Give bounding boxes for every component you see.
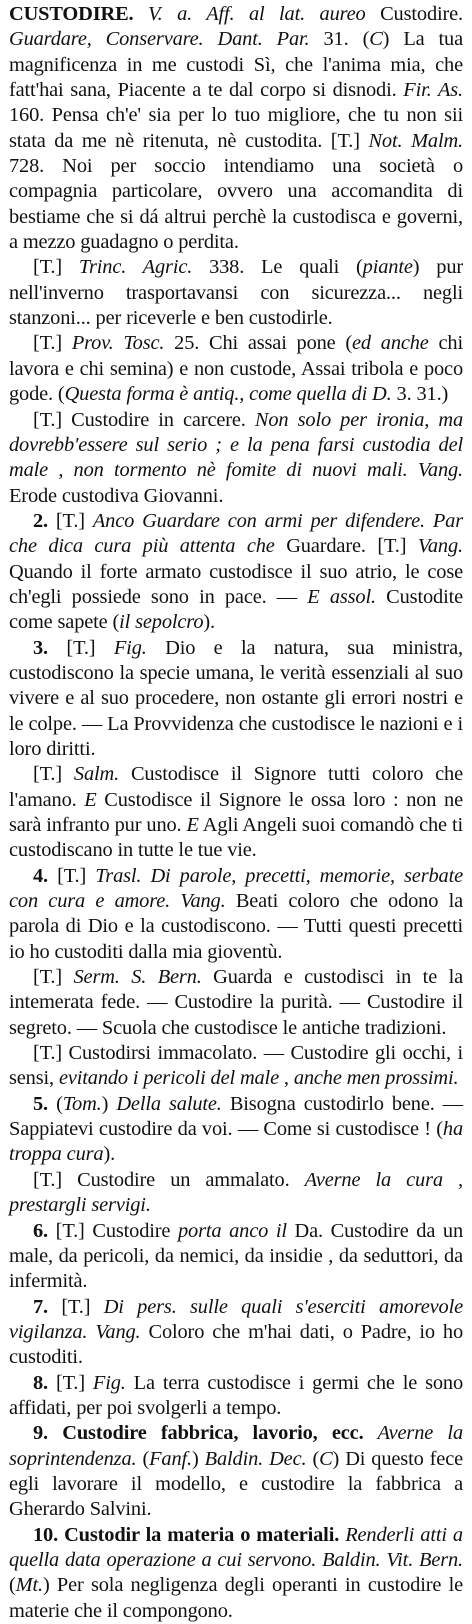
text-run: ( (9, 1574, 16, 1597)
italic-run: Trasl. Di parole, precetti, memorie, serbate con cura e amore. Vang. (9, 864, 463, 913)
italic-run: Trinc. Agric. (78, 256, 193, 279)
italic-run: porta anco il (178, 1219, 287, 1242)
text-run: ( (136, 1447, 150, 1470)
sense-marker: 3. (33, 636, 48, 659)
entry-paragraph (9, 255, 463, 331)
entry-paragraph (9, 2, 463, 255)
italic-run: Baldin. Dec. (204, 1447, 307, 1470)
italic-run: Vang. (417, 535, 463, 558)
text-run: Guarda e custodisci in te la intemerata fede. — Custodire la purità. — Custodire il segreto. — Scuola che custodisce le antiche tradizioni. (9, 966, 463, 1039)
text-run: ). (103, 1143, 116, 1166)
text-run: [T.] (48, 509, 93, 532)
text-run: ) pur nell'inverno trasportavansi con sicurezza... negli stanzoni... per riceverle e ben custodirle. (9, 256, 464, 330)
italic-run: Tom. (62, 1092, 102, 1115)
text-run: Coloro che m'hai dati, o Padre, io ho custoditi. (9, 1320, 464, 1369)
sense-marker: 10. Custodir la materia o materiali. (33, 1523, 340, 1546)
text-run: 31. ( (309, 28, 370, 51)
text-run: chi lavora e chi semina) e non custode, Assai tribola e poco gode. ( (9, 332, 463, 406)
text-run: [T.] Custodire un ammalato. (33, 1168, 305, 1191)
text-run: Custodisce il Signore tutti coloro che l'amano. (9, 763, 463, 811)
text-run: [T.] (33, 256, 79, 279)
text-run: [T.] (48, 636, 114, 659)
italic-run: V. a. Aff. al lat. aureo (133, 3, 381, 25)
text-run: [T.] (33, 332, 72, 355)
text-run: ( (48, 1092, 63, 1115)
text-run: ) Per sola negligenza degli operanti in custodire le materie che il compongono. (9, 1574, 463, 1622)
sense-marker: CUSTODIRE. (9, 3, 134, 25)
sense-marker: 9. Custodire fabbrica, lavorio, ecc. (33, 1422, 364, 1445)
sense-marker: 5. (33, 1092, 48, 1115)
sense-marker: 2. (33, 509, 48, 532)
italic-run: Averne la soprintendenza. (9, 1422, 463, 1470)
italic-run: Di pers. sulle quali s'eserciti amorevole vigilanza. Vang. (9, 1295, 463, 1343)
italic-run: Guardare, Conservare. Dant. Par. (9, 28, 310, 51)
text-run: [T.] Custodire in carcere. (33, 408, 255, 431)
entry-paragraph (9, 1523, 463, 1624)
text-run: Beati coloro che odono la parola di Dio e la custodiscono. — Tutti questi precetti io ho custoditi dalla mia gioventù. (9, 890, 463, 963)
italic-run: E (84, 788, 97, 811)
text-run: ) La tua magnificenza in me custodi Sì, che l'anima mia, che fatt'hai sana, Piacente a te dal corpo si disnodi. (9, 28, 464, 102)
text-run: [T.] Custodirsi immacolato. — Custodire gli occhi, i sensi, (9, 1042, 463, 1090)
sense-marker: 8. (33, 1371, 48, 1394)
text-run: [T.] (33, 763, 74, 786)
italic-run: Della salute. (116, 1092, 222, 1115)
italic-run: Serm. S. Bern. (73, 966, 202, 989)
italic-run: E (186, 814, 199, 836)
italic-run: piante (362, 256, 413, 279)
text-run: ( (306, 1447, 320, 1470)
italic-run: ha troppa cura (9, 1118, 463, 1166)
text-run: Dio e la natura, sua ministra, custodiscono la specie umana, le verità essenziali al suo vivere e al suo procedere, non ostante gli errori nostri e le colpe. — La Provvidenza che custodisce le nazioni e i loro diritti. (9, 636, 463, 760)
italic-run: ed anche (352, 332, 429, 355)
entry-paragraph (9, 408, 463, 509)
italic-run: Averne la cura , prestargli servigi. (9, 1168, 463, 1217)
italic-run: Fig. (113, 636, 147, 659)
text-run: Agli Angeli suoi comandò che ti custodiscano in tutte le tue vie. (9, 814, 463, 862)
entry-paragraph (9, 1421, 463, 1522)
text-run: Da. Custodire da un male, da pericoli, da nemici, da insidie , da seduttori, da infermità. (9, 1219, 463, 1293)
text-run: Guardare. [T.] (274, 535, 418, 558)
italic-run: C (319, 1447, 333, 1470)
italic-run: Mt. (15, 1574, 43, 1597)
italic-run: Non solo per ironia, ma dovrebb'essere sul serio ; e la pena farsi custodia del male , non tormento nè fomite di nuovi mali. Vang. (9, 408, 464, 482)
text-run: [T.] (48, 1371, 93, 1394)
italic-run: evitando i pericoli del male , anche men prossimi. (58, 1067, 459, 1090)
entry-paragraph (9, 864, 463, 965)
italic-run: Fir. As. (403, 79, 463, 102)
italic-run: E assol. (307, 585, 376, 608)
italic-run: Renderli atti a quella data operazione a cui servono. Baldin. Vit. Bern. (9, 1523, 463, 1571)
text-run: [T.] (48, 1295, 104, 1318)
italic-run: Prov. Tosc. (71, 332, 165, 355)
text-run: ). (203, 611, 215, 634)
italic-run: Not. Malm. (368, 129, 464, 152)
sense-marker: 7. (33, 1295, 48, 1318)
text-run: Custodire. (380, 3, 463, 25)
entry-paragraph (9, 762, 463, 863)
text-run: ) (101, 1092, 117, 1115)
text-run: [T.] (33, 966, 74, 989)
entry-paragraph (9, 1295, 463, 1371)
text-run: La terra custodisce i germi che le sono affidati, per poi svolgerli a tempo. (9, 1371, 463, 1419)
entry-paragraph (9, 1041, 463, 1092)
sense-marker: 4. (33, 864, 48, 887)
italic-run: Questa forma è antiq., come quella di D. (64, 383, 392, 406)
text-run: 338. Le quali ( (192, 256, 363, 279)
text-run: Quando il forte armato custodisce il suo atrio, le cose ch'egli possiede sono in pace. — (9, 560, 463, 608)
entry-paragraph (9, 331, 463, 407)
entry-paragraph (9, 509, 463, 636)
text-run: ) Di questo fece egli lavorare il modello, e custodire la fabbrica a Gherardo Salvini. (9, 1447, 464, 1521)
text-run: Erode custodiva Giovanni. (9, 484, 224, 507)
text-run: 3. 31.) (391, 383, 449, 406)
italic-run: Anco Guardare con armi per difendere. Par che dica cura più attenta che (9, 509, 463, 558)
text-run: 160. Pensa ch'e' sia per lo tuo migliore, che tu non sii stata da me nè ritenuta, nè custodita. [T.] (9, 104, 463, 152)
italic-run: Salm. (73, 763, 120, 786)
italic-run: C (369, 28, 383, 51)
entry-paragraph (9, 636, 463, 763)
entry-paragraph (9, 1168, 463, 1219)
text-run: [T.] (48, 864, 96, 887)
entry-paragraph (9, 965, 463, 1041)
text-run: ) (191, 1447, 205, 1470)
text-run: Bisogna custodirlo bene. — Sappiatevi custodire da voi. — Come si custodisce ! ( (9, 1092, 463, 1141)
sense-marker: 6. (33, 1219, 48, 1242)
text-run: 25. Chi assai pone ( (164, 332, 353, 355)
italic-run: il sepolcro (119, 611, 204, 634)
text-run: Custodite come sapete ( (9, 585, 464, 634)
entry-paragraph (9, 1092, 463, 1168)
entry-paragraph (9, 1371, 463, 1422)
text-run: [T.] Custodire (48, 1219, 178, 1242)
entry-paragraph (9, 1219, 463, 1295)
italic-run: Fanf. (149, 1447, 192, 1470)
text-run: 728. Noi per soccio intendiamo una società o compagnia particolare, ovvero una accomandita di bestiame che si dá altrui perchè la custodisca e governi, a mezzo guadagno o perdita. (9, 155, 463, 254)
text-run: Custodisce il Signore le ossa loro : non ne sarà infranto pur uno. (9, 788, 463, 836)
italic-run: Fig. (92, 1371, 126, 1394)
